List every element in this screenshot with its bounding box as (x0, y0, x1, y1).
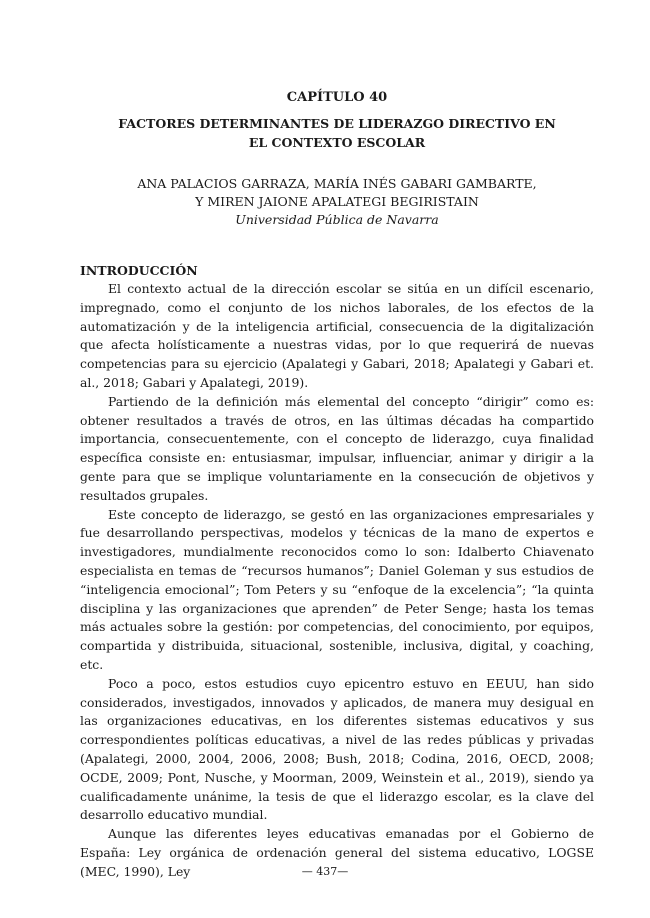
authors (80, 175, 594, 211)
chapter-heading: CAPÍTULO 40 (286, 90, 388, 105)
chapter-title (80, 114, 594, 152)
paragraph-1: El contexto actual de la dirección escolar se sitúa en un difícil escenario, impregnado, como el conjunto de los nichos laborales, de los efectos de la automatización y de la inteligencia artificial, consecuencia de la digitalización que afecta holísticamente a nuestras vidas, por lo que requerirá de nuevas competencias para su ejercicio (Apalategi y Gabari, 2018; Apalategi y Gabari et. al., 2018; Gabari y Apalategi, 2019). (80, 281, 594, 390)
page-content (80, 88, 594, 882)
chapter-title-line-1: FACTORES DETERMINANTES DE LIDERAZGO DIRECTIVO EN (118, 116, 556, 131)
paragraph-4: Poco a poco, estos estudios cuyo epicentro estuvo en EEUU, han sido considerados, investigados, innovados y aplicados, de manera muy desigual en las organizaciones educativas, en los diferentes sistemas educativos y sus correspondientes políticas educativas, a nivel de las redes públicas y privadas (Apalategi, 2000, 2004, 2006, 2008; Bush, 2018; Codina, 2016, OECD, 2008; OCDE, 2009; Pont, Nusche, y Moorman, 2009, Weinstein et al., 2019), siendo ya cualificadamente unánime, la tesis de que el liderazgo escolar, es la clave del desarrollo educativo mundial. (80, 675, 594, 823)
paragraph-5: Aunque las diferentes leyes educativas emanadas por el Gobierno de España: Ley orgánica de ordenación general del sistema educativo, LOGSE (MEC, 1990), Ley (80, 826, 594, 879)
authors-line-1: ANA PALACIOS GARRAZA, MARÍA INÉS GABARI GAMBARTE, (137, 176, 537, 191)
affiliation: Universidad Pública de Navarra (235, 212, 439, 227)
page-number: — 437— (301, 865, 349, 878)
paragraph-2: Partiendo de la definición más elemental del concepto “dirigir” como es: obtener resultados a través de otros, en las últimas décadas ha compartido importancia, consecuentemente, con el concepto de liderazgo, cuya finalidad específica consiste en: entusiasmar, impulsar, influenciar, animar y dirigir a la gente para que se implique voluntariamente en la consecución de objetivos y resultados grupales. (80, 393, 594, 503)
authors-line-2: Y MIREN JAIONE APALATEGI BEGIRISTAIN (195, 194, 479, 209)
section-heading-introduccion: INTRODUCCIÓN (80, 263, 198, 278)
paragraph-3: Este concepto de liderazgo, se gestó en las organizaciones empresariales y fue desarrollando perspectivas, modelos y técnicas de la mano de expertos e investigadores, mundialmente reconocidos como lo son: Idalberto Chiavenato especialista en temas de “recursos humanos”; Daniel Goleman y sus estudios de “inteligencia emocional”; Tom Peters y su “enfoque de la excelencia”; “la quinta disciplina y las organizaciones que aprenden” de Peter Senge; hasta los temas más actuales sobre la gestión: por competencias, del conocimiento, por equipos, compartida y distribuida, situacional, sostenible, inclusiva, digital, y coaching, etc. (80, 506, 594, 672)
chapter-title-line-2: EL CONTEXTO ESCOLAR (248, 135, 426, 150)
